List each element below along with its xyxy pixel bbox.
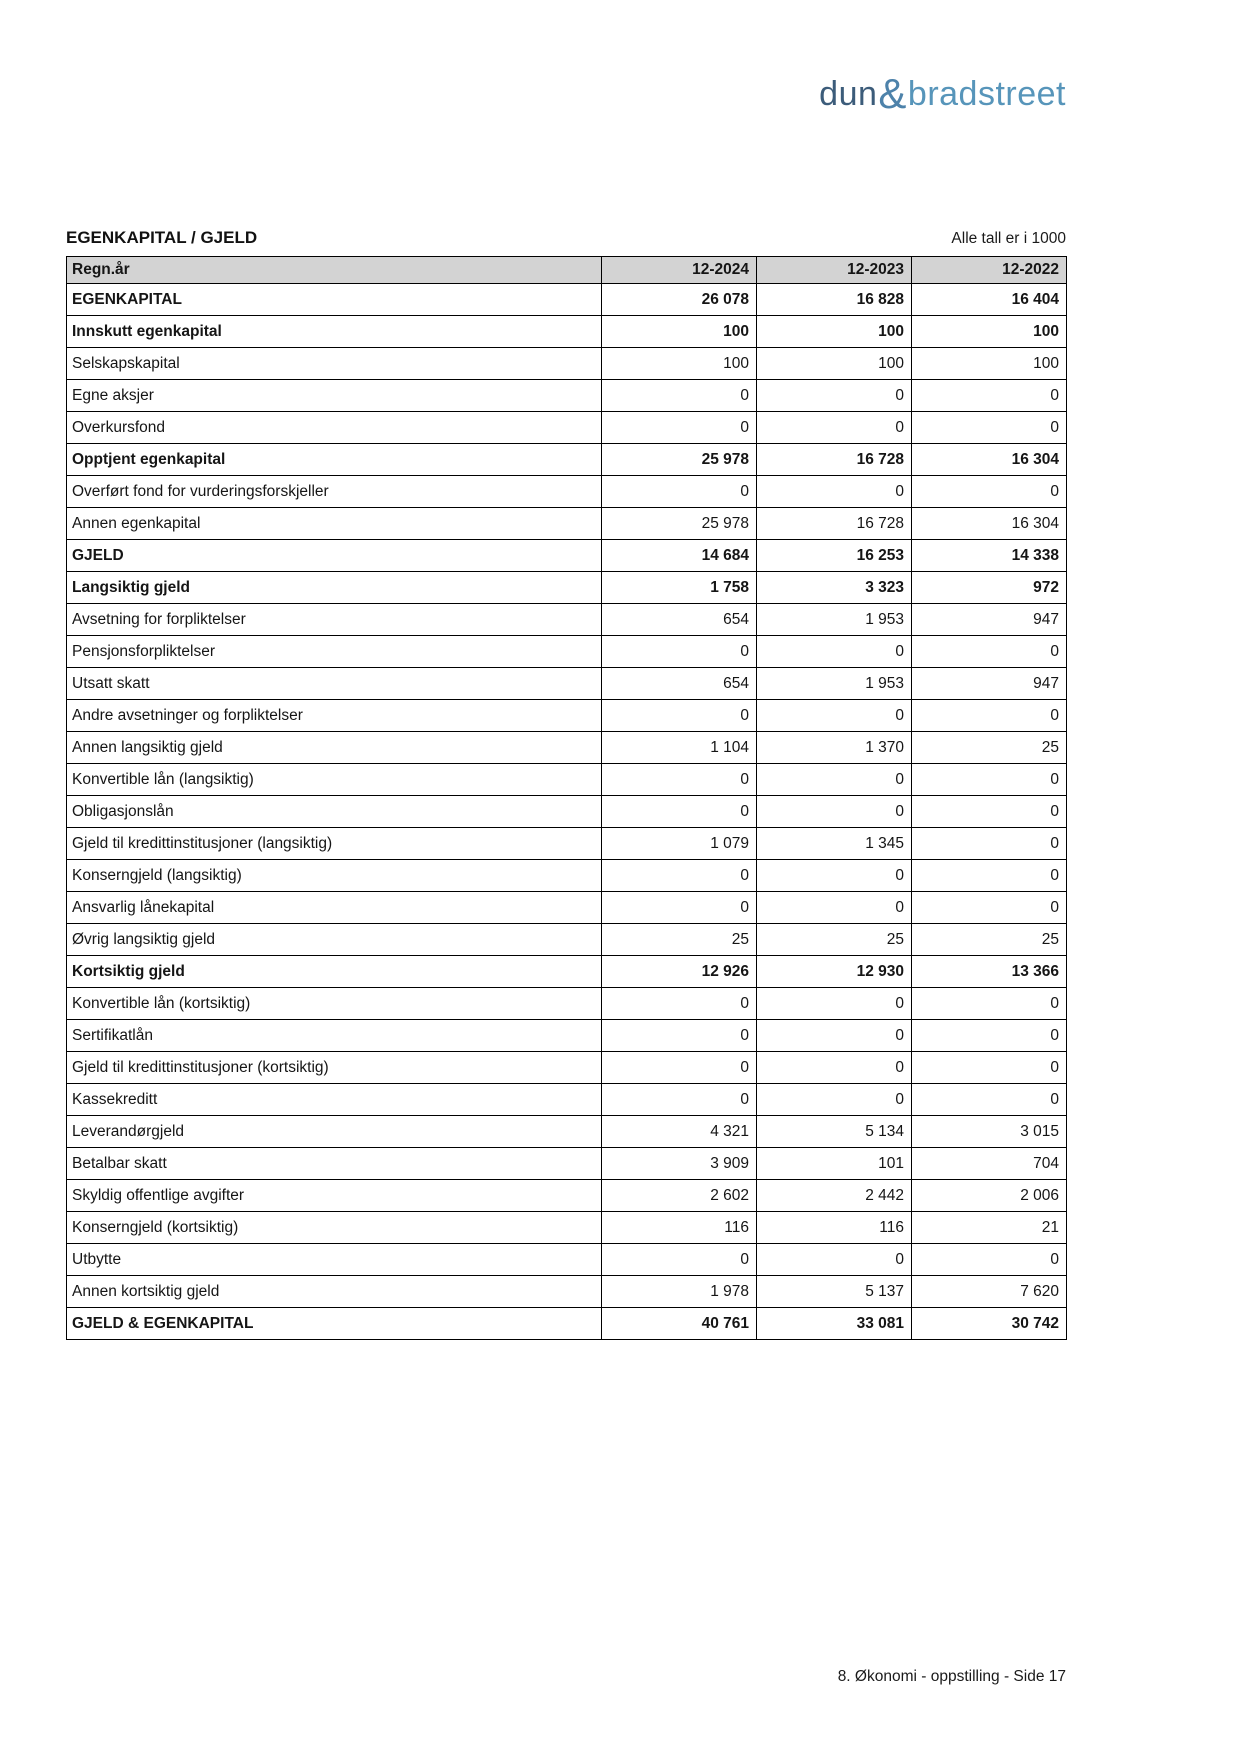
section-header	[66, 228, 1066, 248]
table-row	[67, 956, 1067, 988]
value-cell: 0	[602, 1052, 757, 1084]
value-cell: 16 828	[757, 284, 912, 316]
value-cell: 0	[912, 476, 1067, 508]
page-title: EGENKAPITAL / GJELD	[66, 228, 258, 247]
row-label-cell: Ansvarlig lånekapital	[67, 892, 602, 924]
table-row	[67, 284, 1067, 316]
value-cell: 0	[912, 380, 1067, 412]
value-cell: 100	[912, 316, 1067, 348]
row-label-cell: Betalbar skatt	[67, 1148, 602, 1180]
value-cell: 654	[602, 604, 757, 636]
value-cell: 100	[912, 348, 1067, 380]
value-cell: 0	[602, 796, 757, 828]
row-label-cell: EGENKAPITAL	[67, 284, 602, 316]
financial-table	[66, 256, 1067, 1340]
value-cell: 33 081	[757, 1308, 912, 1340]
row-label-cell: Leverandørgjeld	[67, 1116, 602, 1148]
table-row	[67, 1052, 1067, 1084]
row-label-cell: Utsatt skatt	[67, 668, 602, 700]
table-row	[67, 508, 1067, 540]
table-row	[67, 988, 1067, 1020]
value-cell: 0	[602, 764, 757, 796]
table-row	[67, 828, 1067, 860]
value-cell: 116	[757, 1212, 912, 1244]
row-label-cell: Gjeld til kredittinstitusjoner (langsiktig)	[67, 828, 602, 860]
value-cell: 972	[912, 572, 1067, 604]
value-cell: 0	[602, 412, 757, 444]
value-cell: 3 015	[912, 1116, 1067, 1148]
table-header-row	[67, 257, 1067, 284]
row-label-cell: GJELD & EGENKAPITAL	[67, 1308, 602, 1340]
table-row	[67, 348, 1067, 380]
value-cell: 0	[912, 764, 1067, 796]
value-cell: 26 078	[602, 284, 757, 316]
row-label-cell: Sertifikatlån	[67, 1020, 602, 1052]
row-label-cell: Opptjent egenkapital	[67, 444, 602, 476]
value-cell: 0	[602, 892, 757, 924]
regnar-column-header: Regn.år	[67, 257, 602, 284]
table-row	[67, 668, 1067, 700]
value-cell: 0	[912, 892, 1067, 924]
table-row	[67, 572, 1067, 604]
value-cell: 0	[602, 636, 757, 668]
value-cell: 2 442	[757, 1180, 912, 1212]
value-cell: 3 909	[602, 1148, 757, 1180]
row-label-cell: Konvertible lån (langsiktig)	[67, 764, 602, 796]
value-cell: 100	[757, 348, 912, 380]
value-cell: 0	[912, 860, 1067, 892]
value-cell: 7 620	[912, 1276, 1067, 1308]
row-label-cell: Konvertible lån (kortsiktig)	[67, 988, 602, 1020]
value-cell: 0	[602, 700, 757, 732]
value-cell: 0	[912, 988, 1067, 1020]
value-cell: 0	[912, 1052, 1067, 1084]
row-label-cell: Overkursfond	[67, 412, 602, 444]
value-cell: 25 978	[602, 444, 757, 476]
row-label-cell: GJELD	[67, 540, 602, 572]
value-cell: 25	[912, 732, 1067, 764]
value-cell: 0	[757, 764, 912, 796]
table-row	[67, 1148, 1067, 1180]
row-label-cell: Egne aksjer	[67, 380, 602, 412]
row-label-cell: Annen langsiktig gjeld	[67, 732, 602, 764]
value-cell: 0	[757, 892, 912, 924]
value-cell: 0	[757, 1052, 912, 1084]
value-cell: 30 742	[912, 1308, 1067, 1340]
value-cell: 0	[912, 1084, 1067, 1116]
value-cell: 654	[602, 668, 757, 700]
value-cell: 1 978	[602, 1276, 757, 1308]
table-row	[67, 1116, 1067, 1148]
row-label-cell: Annen egenkapital	[67, 508, 602, 540]
value-cell: 16 253	[757, 540, 912, 572]
value-cell: 116	[602, 1212, 757, 1244]
row-label-cell: Konserngjeld (kortsiktig)	[67, 1212, 602, 1244]
table-row	[67, 1308, 1067, 1340]
value-cell: 40 761	[602, 1308, 757, 1340]
row-label-cell: Langsiktig gjeld	[67, 572, 602, 604]
page-footer: 8. Økonomi - oppstilling - Side 17	[837, 1668, 1066, 1685]
row-label-cell: Pensjonsforpliktelser	[67, 636, 602, 668]
value-cell: 16 728	[757, 508, 912, 540]
value-cell: 14 684	[602, 540, 757, 572]
value-cell: 1 370	[757, 732, 912, 764]
value-cell: 947	[912, 668, 1067, 700]
row-label-cell: Overført fond for vurderingsforskjeller	[67, 476, 602, 508]
table-row	[67, 476, 1067, 508]
row-label-cell: Utbytte	[67, 1244, 602, 1276]
table-row	[67, 540, 1067, 572]
value-cell: 0	[757, 476, 912, 508]
table-row	[67, 764, 1067, 796]
year-column-header: 12-2024	[602, 257, 757, 284]
value-cell: 0	[757, 796, 912, 828]
value-cell: 1 953	[757, 668, 912, 700]
value-cell: 25 978	[602, 508, 757, 540]
value-cell: 1 079	[602, 828, 757, 860]
value-cell: 4 321	[602, 1116, 757, 1148]
value-cell: 0	[602, 476, 757, 508]
value-cell: 0	[602, 1244, 757, 1276]
value-cell: 16 304	[912, 444, 1067, 476]
row-label-cell: Andre avsetninger og forpliktelser	[67, 700, 602, 732]
year-column-header: 12-2022	[912, 257, 1067, 284]
value-cell: 2 006	[912, 1180, 1067, 1212]
value-cell: 0	[602, 380, 757, 412]
table-row	[67, 1212, 1067, 1244]
value-cell: 704	[912, 1148, 1067, 1180]
row-label-cell: Kortsiktig gjeld	[67, 956, 602, 988]
row-label-cell: Avsetning for forpliktelser	[67, 604, 602, 636]
value-cell: 101	[757, 1148, 912, 1180]
value-cell: 100	[602, 348, 757, 380]
value-cell: 1 758	[602, 572, 757, 604]
value-cell: 12 930	[757, 956, 912, 988]
value-cell: 0	[912, 700, 1067, 732]
logo-text-dun: dun	[819, 75, 878, 113]
row-label-cell: Skyldig offentlige avgifter	[67, 1180, 602, 1212]
value-cell: 12 926	[602, 956, 757, 988]
row-label-cell: Innskutt egenkapital	[67, 316, 602, 348]
table-row	[67, 732, 1067, 764]
table-row	[67, 1244, 1067, 1276]
value-cell: 2 602	[602, 1180, 757, 1212]
value-cell: 0	[602, 1020, 757, 1052]
year-column-header: 12-2023	[757, 257, 912, 284]
units-note: Alle tall er i 1000	[951, 230, 1066, 247]
value-cell: 0	[757, 860, 912, 892]
table-row	[67, 1084, 1067, 1116]
value-cell: 0	[757, 1244, 912, 1276]
value-cell: 1 953	[757, 604, 912, 636]
dun-bradstreet-logo	[819, 70, 1066, 117]
table-row	[67, 380, 1067, 412]
value-cell: 0	[757, 412, 912, 444]
value-cell: 1 104	[602, 732, 757, 764]
row-label-cell: Øvrig langsiktig gjeld	[67, 924, 602, 956]
value-cell: 0	[912, 636, 1067, 668]
value-cell: 0	[912, 412, 1067, 444]
value-cell: 21	[912, 1212, 1067, 1244]
value-cell: 14 338	[912, 540, 1067, 572]
value-cell: 25	[757, 924, 912, 956]
value-cell: 0	[757, 636, 912, 668]
value-cell: 5 134	[757, 1116, 912, 1148]
table-row	[67, 1180, 1067, 1212]
value-cell: 100	[757, 316, 912, 348]
table-row	[67, 1020, 1067, 1052]
table-row	[67, 444, 1067, 476]
value-cell: 0	[912, 828, 1067, 860]
row-label-cell: Selskapskapital	[67, 348, 602, 380]
value-cell: 947	[912, 604, 1067, 636]
value-cell: 0	[757, 1084, 912, 1116]
value-cell: 0	[757, 1020, 912, 1052]
value-cell: 0	[602, 860, 757, 892]
value-cell: 25	[912, 924, 1067, 956]
logo-text-bradstreet: bradstreet	[907, 75, 1066, 113]
logo-ampersand-icon: &	[878, 70, 907, 117]
value-cell: 16 304	[912, 508, 1067, 540]
table-row	[67, 892, 1067, 924]
value-cell: 16 728	[757, 444, 912, 476]
table-row	[67, 700, 1067, 732]
table-row	[67, 316, 1067, 348]
value-cell: 0	[912, 796, 1067, 828]
table-row	[67, 412, 1067, 444]
table-row	[67, 924, 1067, 956]
value-cell: 25	[602, 924, 757, 956]
value-cell: 0	[757, 700, 912, 732]
value-cell: 0	[602, 988, 757, 1020]
value-cell: 100	[602, 316, 757, 348]
table-row	[67, 636, 1067, 668]
value-cell: 13 366	[912, 956, 1067, 988]
row-label-cell: Konserngjeld (langsiktig)	[67, 860, 602, 892]
value-cell: 0	[757, 380, 912, 412]
row-label-cell: Annen kortsiktig gjeld	[67, 1276, 602, 1308]
value-cell: 0	[912, 1244, 1067, 1276]
row-label-cell: Obligasjonslån	[67, 796, 602, 828]
value-cell: 5 137	[757, 1276, 912, 1308]
value-cell: 16 404	[912, 284, 1067, 316]
value-cell: 1 345	[757, 828, 912, 860]
table-body	[67, 284, 1067, 1340]
table-row	[67, 604, 1067, 636]
row-label-cell: Gjeld til kredittinstitusjoner (kortsiktig)	[67, 1052, 602, 1084]
row-label-cell: Kassekreditt	[67, 1084, 602, 1116]
value-cell: 0	[912, 1020, 1067, 1052]
table-row	[67, 860, 1067, 892]
value-cell: 3 323	[757, 572, 912, 604]
table-row	[67, 1276, 1067, 1308]
value-cell: 0	[757, 988, 912, 1020]
value-cell: 0	[602, 1084, 757, 1116]
table-row	[67, 796, 1067, 828]
